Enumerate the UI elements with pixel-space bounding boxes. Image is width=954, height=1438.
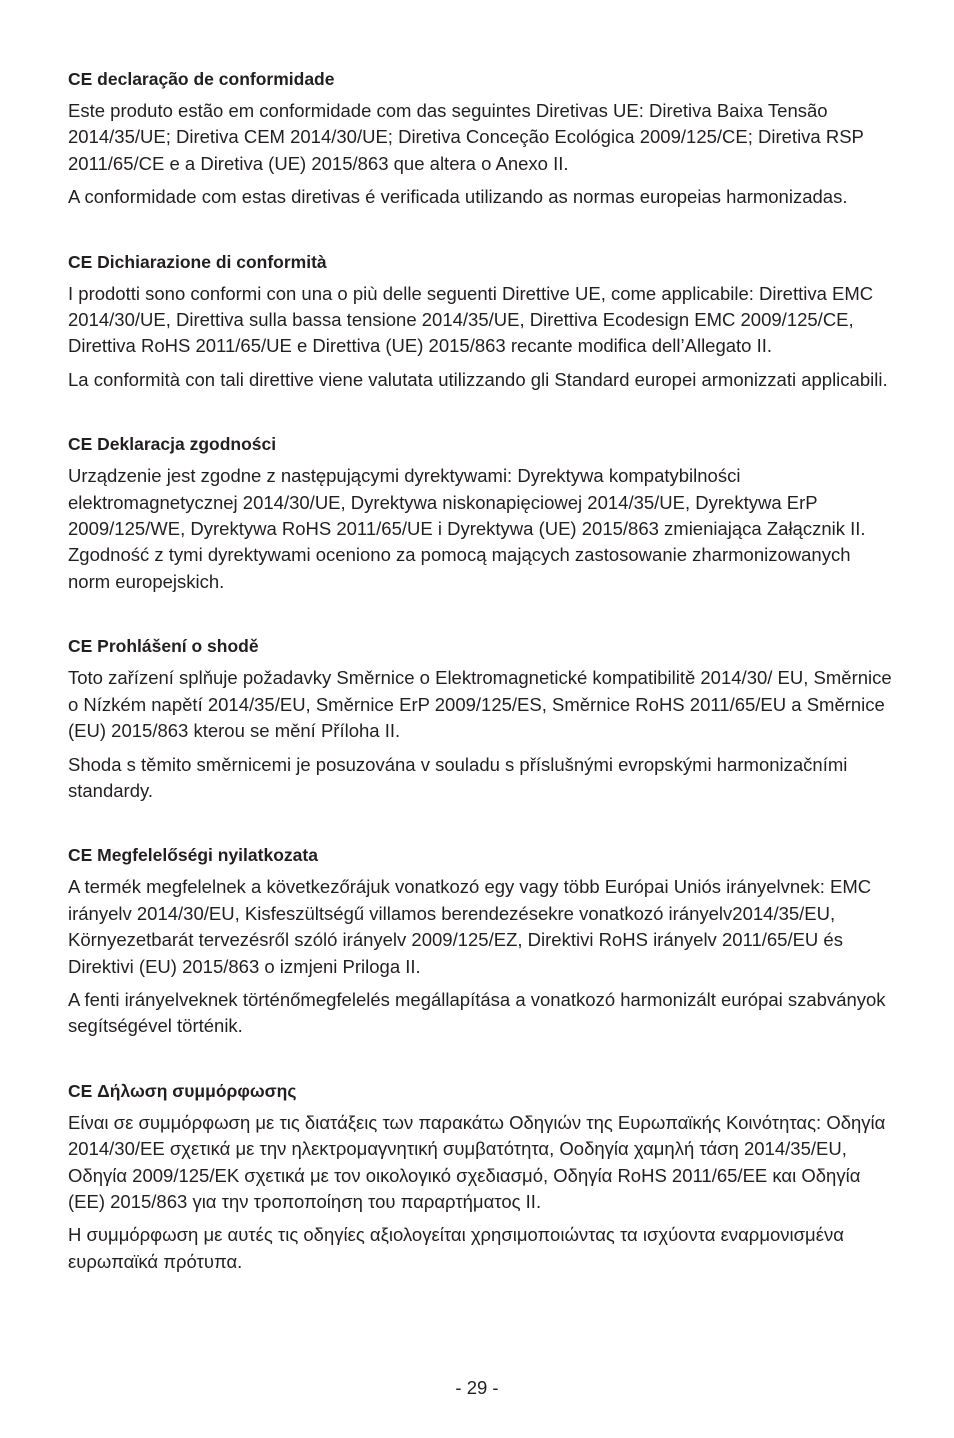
section-paragraph: Shoda s těmito směrnicemi je posuzována v souladu s příslušnými evropskými harmonizačními standardy.: [68, 753, 848, 801]
section-cs-declaration: [68, 633, 894, 804]
section-it-declaration: [68, 249, 894, 394]
section-heading: CE Deklaracja zgodności: [68, 434, 277, 455]
section-heading: CE Dichiarazione di conformità: [68, 251, 327, 272]
document-page: [68, 66, 894, 1313]
section-heading: CE Prohlášení o shodě: [68, 636, 259, 657]
section-pt-declaration: [68, 66, 894, 211]
section-paragraph: A conformidade com estas diretivas é verificada utilizando as normas europeias harmonizadas.: [68, 186, 848, 208]
section-paragraph: La conformità con tali direttive viene valutata utilizzando gli Standard europei armonizzati applicabili.: [68, 368, 888, 390]
section-paragraph: I prodotti sono conformi con una o più delle seguenti Direttive UE, come applicabile: Direttiva EMC 2014/30/UE, Direttiva sulla bassa tensione 2014/35/UE, Direttiva Ecodesign EMC 2009/125/CE, Direttiva RoHS 2011/65/UE e Direttiva (UE) 2015/863 recante modifica dell’Allegato II.: [68, 282, 874, 357]
section-hu-declaration: [68, 842, 894, 1039]
page-number: - 29 -: [455, 1377, 499, 1398]
section-paragraph: A termék megfelelnek a következőrájuk vonatkozó egy vagy több Európai Uniós irányelvnek: EMC irányelv 2014/30/EU, Kisfeszültségű villamos berendezésekre vonatkozó irányelv2014/35/EU, Környezetbarát tervezésről szóló irányelv 2009/125/EZ, Direktivi RoHS irányelv 2011/65/EU és Direktivi (EU) 2015/863 o izmjeni Priloga II.: [68, 876, 872, 977]
section-el-declaration: [68, 1078, 894, 1275]
section-paragraph: A fenti irányelveknek történőmegfelelés megállapítása a vonatkozó harmonizált európai szabványok segítségével történik.: [68, 988, 886, 1037]
section-paragraph: Toto zařízení splňuje požadavky Směrnice o Elektromagnetické kompatibilitě 2014/30/ EU, Směrnice o Nízkém napětí 2014/35/EU, Směrnice ErP 2009/125/ES, Směrnice RoHS 2011/65/EU a Směrnice (EU) 2015/863 kterou se mění Příloha II.: [68, 667, 892, 742]
section-paragraph: Η συμμόρφωση με αυτές τις οδηγίες αξιολογείται χρησιμοποιώντας τα ισχύοντα εναρμονισμένα ευρωπαϊκά πρότυπα.: [68, 1224, 844, 1272]
section-paragraph: Urządzenie jest zgodne z następującymi dyrektywami: Dyrektywa kompatybilności elektromagnetycznej 2014/30/UE, Dyrektywa niskonapięciowej 2014/35/UE, Dyrektywa ErP 2009/125/WE, Dyrektywa RoHS 2011/65/UE i Dyrektywa (UE) 2015/863 zmieniająca Załącznik II. Zgodność z tymi dyrektywami oceniono za pomocą mających zastosowanie zharmonizowanych norm europejskich.: [68, 465, 866, 592]
section-heading: CE declaração de conformidade: [68, 69, 335, 89]
section-heading: CE Megfelelőségi nyilatkozata: [68, 845, 318, 866]
section-paragraph: Είναι σε συμμόρφωση με τις διατάξεις των παρακάτω Οδηγιών της Ευρωπαϊκής Κοινότητας: Οδηγία 2014/30/ΕΕ σχετικά με την ηλεκτρομαγνητική συμβατότητα, Οοδηγία χαμηλή τάση 2014/35/EU, Οδηγία 2009/125/ΕΚ σχετικά με τον οικολογικό σχεδιασμό, Οδηγία RoHS 2011/65/ΕΕ και Οδηγία (ΕΕ) 2015/863 για την τροποποίηση του παραρτήματος II.: [68, 1111, 886, 1212]
section-paragraph: Este produto estão em conformidade com das seguintes Diretivas UE: Diretiva Baixa Tensão 2014/35/UE; Diretiva CEM 2014/30/UE; Diretiva Conceção Ecológica 2009/125/CE; Diretiva RSP 2011/65/CE e a Diretiva (UE) 2015/863 que altera o Anexo II.: [68, 100, 864, 174]
section-pl-declaration: [68, 431, 894, 595]
section-heading: CE Δήλωση συμμόρφωσης: [68, 1080, 297, 1101]
